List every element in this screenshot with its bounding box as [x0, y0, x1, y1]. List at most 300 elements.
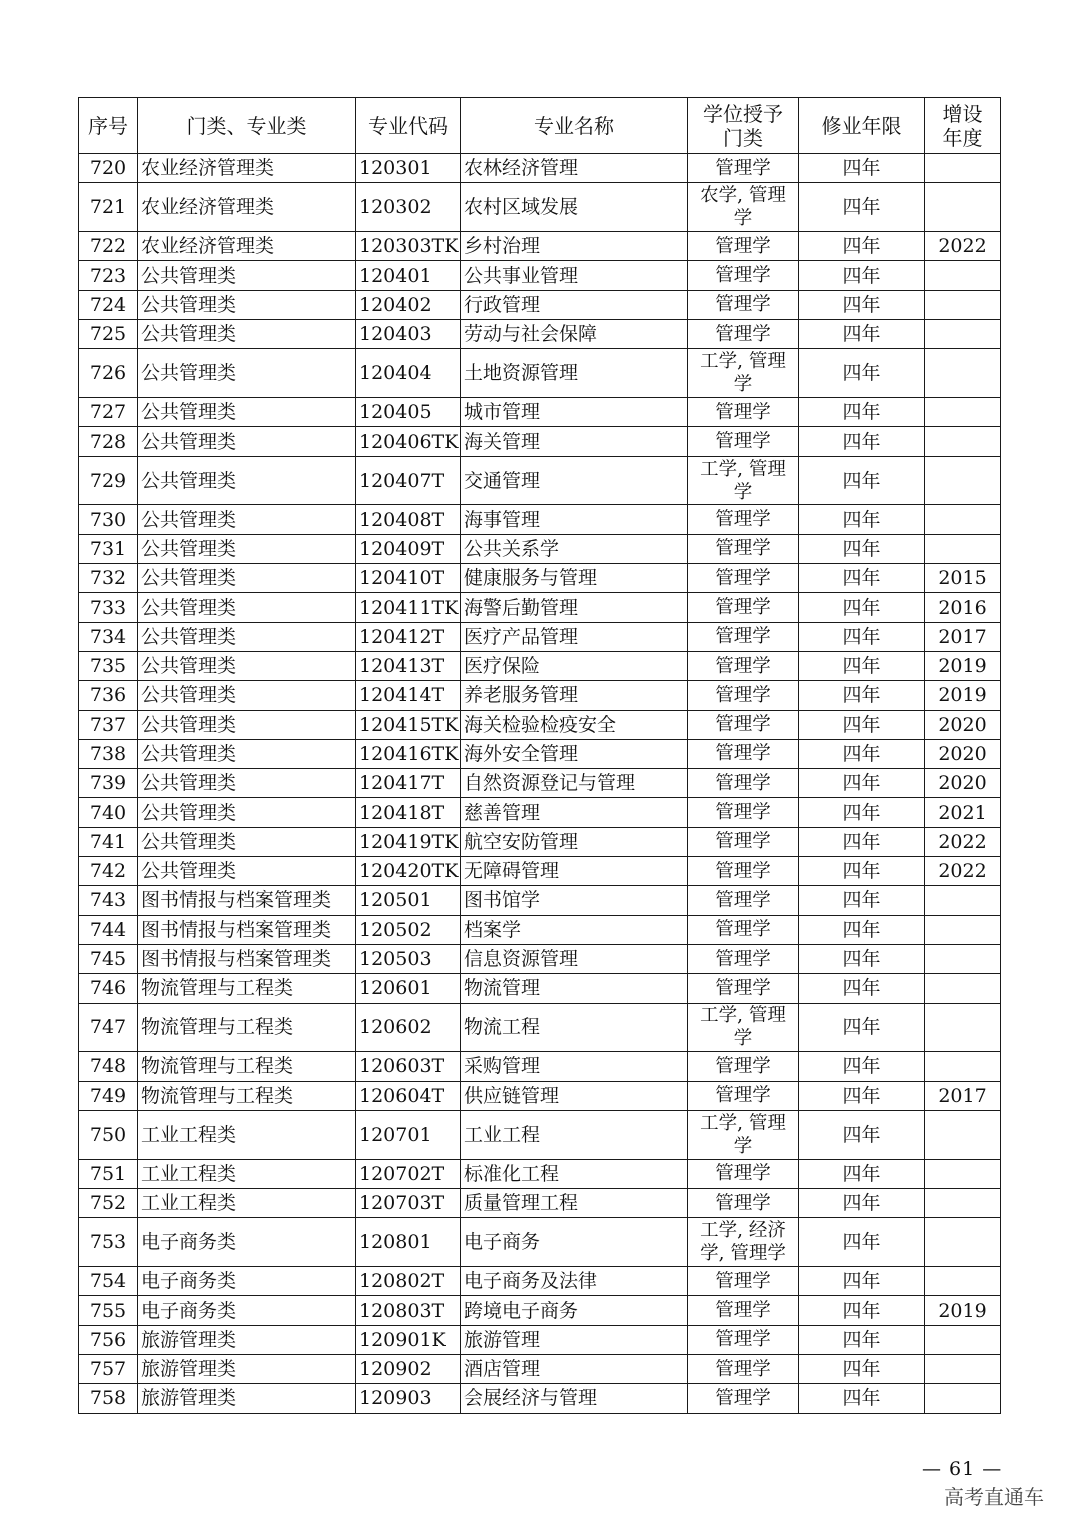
cell-category: 公共管理类	[138, 798, 356, 827]
table-row	[79, 1081, 1001, 1110]
cell-added	[925, 1003, 1001, 1052]
cell-seq: 724	[79, 290, 138, 319]
table-body	[79, 154, 1001, 1414]
cell-seq: 720	[79, 154, 138, 183]
cell-years: 四年	[799, 1325, 925, 1354]
cell-code: 120703T	[356, 1189, 461, 1218]
header-category: 门类、专业类	[138, 98, 356, 154]
cell-degree: 管理学	[688, 622, 799, 651]
cell-name: 海外安全管理	[461, 739, 688, 768]
cell-seq: 758	[79, 1384, 138, 1413]
table-row	[79, 456, 1001, 505]
cell-added	[925, 154, 1001, 183]
page-number: — 61 —	[922, 1458, 1003, 1480]
cell-code: 120404	[356, 349, 461, 398]
header-added: 增设年度	[925, 98, 1001, 154]
table-row	[79, 1110, 1001, 1159]
table-row	[79, 1325, 1001, 1354]
cell-name: 信息资源管理	[461, 944, 688, 973]
cell-name: 农林经济管理	[461, 154, 688, 183]
cell-added	[925, 349, 1001, 398]
table-row	[79, 944, 1001, 973]
cell-added	[925, 1218, 1001, 1267]
cell-years: 四年	[799, 1354, 925, 1383]
cell-added	[925, 1384, 1001, 1413]
cell-seq: 731	[79, 534, 138, 563]
cell-added	[925, 1189, 1001, 1218]
cell-seq: 743	[79, 886, 138, 915]
cell-years: 四年	[799, 1296, 925, 1325]
cell-code: 120301	[356, 154, 461, 183]
cell-years: 四年	[799, 349, 925, 398]
cell-name: 慈善管理	[461, 798, 688, 827]
cell-name: 航空安防管理	[461, 827, 688, 856]
cell-category: 公共管理类	[138, 398, 356, 427]
cell-name: 无障碍管理	[461, 857, 688, 886]
cell-name: 海关管理	[461, 427, 688, 456]
cell-years: 四年	[799, 1159, 925, 1188]
cell-code: 120419TK	[356, 827, 461, 856]
cell-category: 公共管理类	[138, 505, 356, 534]
cell-seq: 755	[79, 1296, 138, 1325]
cell-years: 四年	[799, 1384, 925, 1413]
cell-name: 物流管理	[461, 974, 688, 1003]
cell-years: 四年	[799, 681, 925, 710]
table-row	[79, 349, 1001, 398]
cell-seq: 747	[79, 1003, 138, 1052]
cell-degree: 管理学	[688, 974, 799, 1003]
cell-category: 公共管理类	[138, 534, 356, 563]
cell-years: 四年	[799, 651, 925, 680]
cell-years: 四年	[799, 857, 925, 886]
watermark: 高考直通车	[944, 1485, 1044, 1509]
cell-degree: 管理学	[688, 261, 799, 290]
cell-degree: 管理学	[688, 1159, 799, 1188]
cell-category: 图书情报与档案管理类	[138, 915, 356, 944]
cell-name: 医疗保险	[461, 651, 688, 680]
cell-seq: 738	[79, 739, 138, 768]
cell-category: 物流管理与工程类	[138, 974, 356, 1003]
cell-added	[925, 1110, 1001, 1159]
cell-years: 四年	[799, 1189, 925, 1218]
cell-years: 四年	[799, 1052, 925, 1081]
cell-name: 会展经济与管理	[461, 1384, 688, 1413]
cell-added	[925, 183, 1001, 232]
cell-category: 公共管理类	[138, 456, 356, 505]
cell-added	[925, 974, 1001, 1003]
cell-code: 120503	[356, 944, 461, 973]
cell-name: 标准化工程	[461, 1159, 688, 1188]
cell-name: 电子商务及法律	[461, 1267, 688, 1296]
cell-degree: 工学, 经济学, 管理学	[688, 1218, 799, 1267]
cell-name: 海事管理	[461, 505, 688, 534]
table-row	[79, 622, 1001, 651]
cell-category: 图书情报与档案管理类	[138, 886, 356, 915]
cell-years: 四年	[799, 622, 925, 651]
cell-category: 农业经济管理类	[138, 232, 356, 261]
cell-degree: 管理学	[688, 915, 799, 944]
cell-name: 跨境电子商务	[461, 1296, 688, 1325]
cell-seq: 752	[79, 1189, 138, 1218]
header-degree: 学位授予门类	[688, 98, 799, 154]
table-row	[79, 974, 1001, 1003]
cell-code: 120303TK	[356, 232, 461, 261]
cell-code: 120408T	[356, 505, 461, 534]
cell-seq: 721	[79, 183, 138, 232]
cell-category: 公共管理类	[138, 593, 356, 622]
cell-category: 物流管理与工程类	[138, 1052, 356, 1081]
cell-name: 农村区域发展	[461, 183, 688, 232]
table-row	[79, 710, 1001, 739]
cell-code: 120413T	[356, 651, 461, 680]
table-row	[79, 1159, 1001, 1188]
cell-seq: 729	[79, 456, 138, 505]
table-row	[79, 827, 1001, 856]
cell-name: 图书馆学	[461, 886, 688, 915]
cell-years: 四年	[799, 456, 925, 505]
cell-seq: 732	[79, 564, 138, 593]
cell-code: 120420TK	[356, 857, 461, 886]
cell-years: 四年	[799, 974, 925, 1003]
cell-name: 采购管理	[461, 1052, 688, 1081]
cell-seq: 726	[79, 349, 138, 398]
cell-seq: 730	[79, 505, 138, 534]
cell-degree: 管理学	[688, 857, 799, 886]
cell-name: 酒店管理	[461, 1354, 688, 1383]
cell-seq: 727	[79, 398, 138, 427]
table-row	[79, 1384, 1001, 1413]
cell-degree: 工学, 管理学	[688, 1003, 799, 1052]
cell-category: 旅游管理类	[138, 1384, 356, 1413]
cell-years: 四年	[799, 739, 925, 768]
cell-degree: 工学, 管理学	[688, 349, 799, 398]
cell-name: 供应链管理	[461, 1081, 688, 1110]
majors-table	[78, 97, 1001, 1414]
table-row	[79, 261, 1001, 290]
cell-seq: 742	[79, 857, 138, 886]
cell-code: 120603T	[356, 1052, 461, 1081]
cell-added	[925, 319, 1001, 348]
cell-name: 档案学	[461, 915, 688, 944]
cell-category: 电子商务类	[138, 1218, 356, 1267]
cell-code: 120903	[356, 1384, 461, 1413]
cell-code: 120701	[356, 1110, 461, 1159]
cell-degree: 管理学	[688, 827, 799, 856]
cell-category: 公共管理类	[138, 681, 356, 710]
cell-name: 养老服务管理	[461, 681, 688, 710]
cell-category: 公共管理类	[138, 290, 356, 319]
cell-category: 农业经济管理类	[138, 154, 356, 183]
cell-degree: 管理学	[688, 739, 799, 768]
header-years: 修业年限	[799, 98, 925, 154]
cell-added	[925, 1159, 1001, 1188]
cell-code: 120803T	[356, 1296, 461, 1325]
cell-degree: 管理学	[688, 798, 799, 827]
cell-years: 四年	[799, 1218, 925, 1267]
cell-code: 120410T	[356, 564, 461, 593]
cell-category: 物流管理与工程类	[138, 1003, 356, 1052]
table-row	[79, 1267, 1001, 1296]
cell-category: 公共管理类	[138, 319, 356, 348]
cell-added: 2019	[925, 651, 1001, 680]
cell-degree: 管理学	[688, 505, 799, 534]
cell-years: 四年	[799, 319, 925, 348]
cell-added: 2020	[925, 739, 1001, 768]
cell-degree: 管理学	[688, 944, 799, 973]
cell-code: 120414T	[356, 681, 461, 710]
cell-degree: 管理学	[688, 710, 799, 739]
cell-category: 旅游管理类	[138, 1325, 356, 1354]
table-row	[79, 1189, 1001, 1218]
cell-degree: 管理学	[688, 232, 799, 261]
cell-added: 2017	[925, 622, 1001, 651]
cell-years: 四年	[799, 915, 925, 944]
cell-code: 120412T	[356, 622, 461, 651]
cell-years: 四年	[799, 427, 925, 456]
cell-degree: 农学, 管理学	[688, 183, 799, 232]
cell-added: 2022	[925, 232, 1001, 261]
cell-code: 120403	[356, 319, 461, 348]
cell-code: 120902	[356, 1354, 461, 1383]
cell-degree: 工学, 管理学	[688, 456, 799, 505]
cell-category: 公共管理类	[138, 622, 356, 651]
cell-code: 120801	[356, 1218, 461, 1267]
cell-category: 公共管理类	[138, 261, 356, 290]
cell-years: 四年	[799, 232, 925, 261]
header-code: 专业代码	[356, 98, 461, 154]
cell-degree: 管理学	[688, 319, 799, 348]
cell-category: 公共管理类	[138, 827, 356, 856]
cell-seq: 750	[79, 1110, 138, 1159]
table-header	[79, 98, 1001, 154]
table-row	[79, 534, 1001, 563]
cell-name: 城市管理	[461, 398, 688, 427]
table-row	[79, 1003, 1001, 1052]
cell-years: 四年	[799, 593, 925, 622]
cell-code: 120602	[356, 1003, 461, 1052]
cell-code: 120901K	[356, 1325, 461, 1354]
cell-name: 电子商务	[461, 1218, 688, 1267]
cell-added: 2022	[925, 827, 1001, 856]
cell-code: 120411TK	[356, 593, 461, 622]
cell-years: 四年	[799, 534, 925, 563]
cell-code: 120604T	[356, 1081, 461, 1110]
cell-seq: 740	[79, 798, 138, 827]
cell-seq: 754	[79, 1267, 138, 1296]
cell-added: 2015	[925, 564, 1001, 593]
cell-added	[925, 261, 1001, 290]
cell-code: 120402	[356, 290, 461, 319]
cell-name: 自然资源登记与管理	[461, 769, 688, 798]
cell-seq: 751	[79, 1159, 138, 1188]
cell-added	[925, 944, 1001, 973]
cell-added: 2020	[925, 769, 1001, 798]
cell-degree: 管理学	[688, 769, 799, 798]
cell-degree: 工学, 管理学	[688, 1110, 799, 1159]
cell-seq: 744	[79, 915, 138, 944]
cell-degree: 管理学	[688, 1296, 799, 1325]
table-row	[79, 915, 1001, 944]
cell-name: 旅游管理	[461, 1325, 688, 1354]
cell-code: 120409T	[356, 534, 461, 563]
cell-added	[925, 886, 1001, 915]
cell-seq: 737	[79, 710, 138, 739]
table-row	[79, 1296, 1001, 1325]
cell-category: 工业工程类	[138, 1110, 356, 1159]
cell-years: 四年	[799, 154, 925, 183]
cell-seq: 723	[79, 261, 138, 290]
cell-category: 公共管理类	[138, 651, 356, 680]
cell-added	[925, 1267, 1001, 1296]
cell-degree: 管理学	[688, 290, 799, 319]
cell-years: 四年	[799, 398, 925, 427]
cell-degree: 管理学	[688, 398, 799, 427]
cell-seq: 739	[79, 769, 138, 798]
cell-years: 四年	[799, 564, 925, 593]
table-row	[79, 290, 1001, 319]
table-row	[79, 154, 1001, 183]
cell-code: 120415TK	[356, 710, 461, 739]
cell-code: 120417T	[356, 769, 461, 798]
cell-name: 海关检验检疫安全	[461, 710, 688, 739]
cell-degree: 管理学	[688, 1189, 799, 1218]
cell-code: 120702T	[356, 1159, 461, 1188]
table-row	[79, 1052, 1001, 1081]
cell-code: 120302	[356, 183, 461, 232]
cell-added	[925, 398, 1001, 427]
cell-seq: 722	[79, 232, 138, 261]
cell-degree: 管理学	[688, 651, 799, 680]
cell-code: 120401	[356, 261, 461, 290]
table-row	[79, 593, 1001, 622]
cell-name: 公共事业管理	[461, 261, 688, 290]
cell-years: 四年	[799, 1267, 925, 1296]
table-row	[79, 427, 1001, 456]
cell-added	[925, 534, 1001, 563]
cell-code: 120601	[356, 974, 461, 1003]
cell-category: 公共管理类	[138, 769, 356, 798]
cell-category: 公共管理类	[138, 739, 356, 768]
cell-category: 公共管理类	[138, 710, 356, 739]
cell-years: 四年	[799, 1003, 925, 1052]
cell-category: 公共管理类	[138, 349, 356, 398]
cell-seq: 757	[79, 1354, 138, 1383]
cell-added: 2019	[925, 681, 1001, 710]
cell-seq: 753	[79, 1218, 138, 1267]
cell-degree: 管理学	[688, 564, 799, 593]
table-row	[79, 505, 1001, 534]
cell-seq: 756	[79, 1325, 138, 1354]
cell-seq: 725	[79, 319, 138, 348]
cell-added	[925, 456, 1001, 505]
cell-name: 交通管理	[461, 456, 688, 505]
cell-seq: 745	[79, 944, 138, 973]
cell-degree: 管理学	[688, 886, 799, 915]
cell-added: 2022	[925, 857, 1001, 886]
cell-years: 四年	[799, 261, 925, 290]
cell-name: 质量管理工程	[461, 1189, 688, 1218]
cell-name: 医疗产品管理	[461, 622, 688, 651]
cell-name: 劳动与社会保障	[461, 319, 688, 348]
cell-years: 四年	[799, 798, 925, 827]
table-row	[79, 232, 1001, 261]
cell-added: 2017	[925, 1081, 1001, 1110]
cell-added	[925, 427, 1001, 456]
cell-category: 公共管理类	[138, 857, 356, 886]
cell-degree: 管理学	[688, 1384, 799, 1413]
cell-name: 海警后勤管理	[461, 593, 688, 622]
cell-category: 旅游管理类	[138, 1354, 356, 1383]
cell-years: 四年	[799, 886, 925, 915]
cell-degree: 管理学	[688, 1052, 799, 1081]
table-row	[79, 798, 1001, 827]
cell-category: 图书情报与档案管理类	[138, 944, 356, 973]
cell-degree: 管理学	[688, 1354, 799, 1383]
cell-category: 公共管理类	[138, 427, 356, 456]
cell-added: 2020	[925, 710, 1001, 739]
cell-years: 四年	[799, 944, 925, 973]
cell-degree: 管理学	[688, 593, 799, 622]
cell-code: 120416TK	[356, 739, 461, 768]
table-row	[79, 857, 1001, 886]
cell-seq: 749	[79, 1081, 138, 1110]
cell-years: 四年	[799, 1081, 925, 1110]
cell-name: 乡村治理	[461, 232, 688, 261]
cell-seq: 746	[79, 974, 138, 1003]
header-seq: 序号	[79, 98, 138, 154]
cell-added: 2019	[925, 1296, 1001, 1325]
cell-seq: 735	[79, 651, 138, 680]
cell-years: 四年	[799, 505, 925, 534]
cell-name: 健康服务与管理	[461, 564, 688, 593]
table-row	[79, 1354, 1001, 1383]
cell-years: 四年	[799, 290, 925, 319]
cell-category: 电子商务类	[138, 1296, 356, 1325]
table-row	[79, 183, 1001, 232]
cell-added	[925, 1052, 1001, 1081]
cell-degree: 管理学	[688, 1267, 799, 1296]
cell-code: 120501	[356, 886, 461, 915]
cell-degree: 管理学	[688, 427, 799, 456]
cell-added	[925, 505, 1001, 534]
cell-seq: 741	[79, 827, 138, 856]
cell-added: 2016	[925, 593, 1001, 622]
table-row	[79, 886, 1001, 915]
cell-seq: 736	[79, 681, 138, 710]
cell-name: 行政管理	[461, 290, 688, 319]
cell-added	[925, 1325, 1001, 1354]
table-row	[79, 319, 1001, 348]
table-row	[79, 651, 1001, 680]
cell-degree: 管理学	[688, 1081, 799, 1110]
cell-years: 四年	[799, 769, 925, 798]
cell-added	[925, 915, 1001, 944]
cell-code: 120406TK	[356, 427, 461, 456]
cell-seq: 734	[79, 622, 138, 651]
table-row	[79, 1218, 1001, 1267]
cell-years: 四年	[799, 827, 925, 856]
cell-name: 公共关系学	[461, 534, 688, 563]
cell-degree: 管理学	[688, 1325, 799, 1354]
cell-code: 120802T	[356, 1267, 461, 1296]
table-row	[79, 398, 1001, 427]
cell-code: 120418T	[356, 798, 461, 827]
cell-category: 工业工程类	[138, 1189, 356, 1218]
cell-code: 120405	[356, 398, 461, 427]
cell-name: 土地资源管理	[461, 349, 688, 398]
cell-category: 公共管理类	[138, 564, 356, 593]
cell-degree: 管理学	[688, 534, 799, 563]
